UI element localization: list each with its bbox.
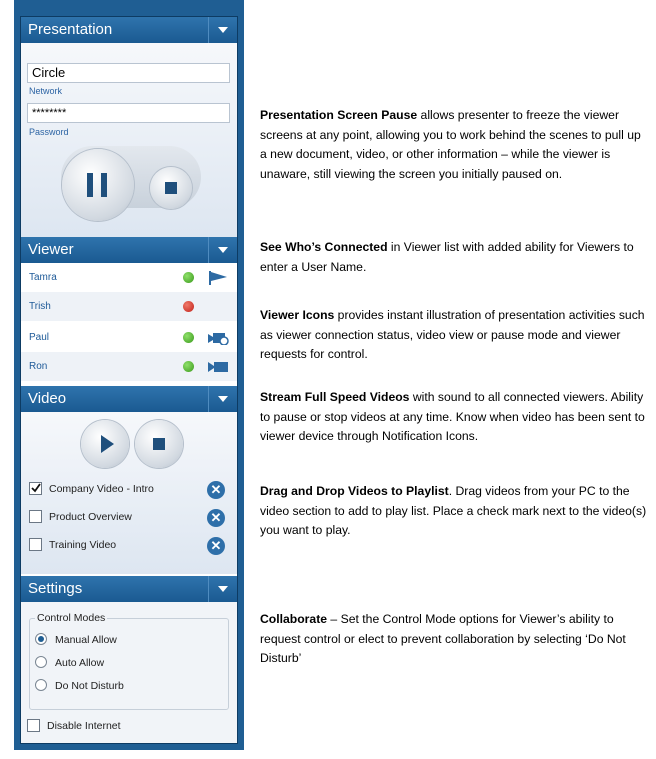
disable-internet-label: Disable Internet [47,720,121,732]
video-item-label: Product Overview [49,511,132,523]
video-item-label: Company Video - Intro [49,483,154,495]
disable-internet-checkbox[interactable] [27,717,121,735]
description-title: Collaborate [260,612,328,626]
checkbox[interactable] [27,719,40,732]
description-title: Viewer Icons [260,308,335,322]
description-title: See Who’s Connected [260,240,388,254]
presentation-section [21,43,237,237]
description-who-connected [260,238,650,277]
checkbox[interactable] [29,482,42,495]
status-green-icon [183,272,194,283]
viewer-row-paul[interactable] [21,323,237,352]
panel-inner [20,16,238,744]
pause-button[interactable] [62,149,134,221]
viewer-row-trish[interactable] [21,292,237,321]
video-section [21,412,237,574]
description-drag-drop [260,482,650,541]
stop-icon [153,438,165,450]
video-camera-paused-icon[interactable] [208,331,230,345]
flag-icon[interactable] [208,271,228,285]
video-item-company[interactable] [29,480,154,498]
network-field[interactable]: Circle [27,63,230,83]
radio-manual-allow[interactable] [35,632,117,648]
viewer-row-ron[interactable] [21,352,237,381]
video-header[interactable] [21,386,237,412]
app-panel [14,0,244,750]
pause-icon [87,173,93,197]
viewer-list [21,263,237,386]
close-icon: ✕ [210,510,222,525]
chevron-down-icon[interactable] [208,237,237,263]
settings-section [21,602,237,743]
radio-do-not-disturb[interactable] [35,678,124,694]
play-button[interactable] [81,420,129,468]
viewer-row-tamra[interactable] [21,263,237,292]
description-body: with sound to all connected viewers. Ability to pause or stop videos at any time. Know when video has been sent to viewer device through Notification Icons. [260,390,645,443]
remove-video-button[interactable] [207,509,225,527]
remove-video-button[interactable] [207,481,225,499]
description-body: . Drag videos from your PC to the video section to add to play list. Place a check mark next to the video(s) you want to play. [260,484,647,537]
radio-label: Do Not Disturb [55,680,124,692]
close-icon: ✕ [210,482,222,497]
presentation-title: Presentation [28,21,113,38]
video-title: Video [28,390,67,407]
presentation-header[interactable] [21,17,237,43]
description-title: Presentation Screen Pause [260,108,418,122]
check-icon [30,483,41,494]
viewer-title: Viewer [28,241,74,258]
video-stop-button[interactable] [135,420,183,468]
radio-label: Manual Allow [55,634,117,646]
control-modes-group [29,612,229,710]
play-icon [81,420,129,468]
chevron-down-icon[interactable] [208,386,237,412]
status-red-icon [183,301,194,312]
video-item-training[interactable] [29,536,116,554]
close-icon: ✕ [210,538,222,553]
description-title: Stream Full Speed Videos [260,390,410,404]
description-body: allows presenter to freeze the viewer screens at any point, allowing you to work behind the scenes to pull up a new document, video, or other information – while the viewer is unaware, still viewing the screen you initially paused on. [260,108,641,181]
viewer-header[interactable] [21,237,237,263]
stop-button[interactable] [150,167,192,209]
password-label: Password [29,127,69,137]
control-modes-title: Control Modes [37,612,106,624]
status-green-icon [183,361,194,372]
password-field[interactable]: ******** [27,103,230,123]
description-screen-pause [260,106,650,184]
viewer-name: Paul [29,332,50,343]
network-label: Network [29,86,63,96]
video-camera-icon[interactable] [208,360,230,374]
radio-auto-allow[interactable] [35,655,104,671]
chevron-down-icon[interactable] [208,576,237,602]
status-green-icon [183,332,194,343]
description-viewer-icons [260,306,650,365]
radio-selected-icon [35,633,47,645]
chevron-down-icon[interactable] [208,17,237,43]
description-collaborate [260,610,650,669]
checkbox[interactable] [29,510,42,523]
radio-label: Auto Allow [55,657,105,669]
description-title: Drag and Drop Videos to Playlist [260,484,449,498]
radio-icon [35,679,47,691]
description-body: provides instant illustration of presentation activities such as viewer connection status, video view or pause mode and viewer requests for control. [260,308,645,361]
video-item-label: Training Video [49,539,117,551]
pause-icon-bar [101,173,107,197]
description-stream-videos [260,388,650,447]
description-body: in Viewer list with added ability for Viewers to enter a User Name. [260,240,634,274]
settings-title: Settings [28,580,83,597]
checkbox[interactable] [29,538,42,551]
viewer-name: Ron [29,361,48,372]
video-item-product[interactable] [29,508,132,526]
radio-icon [35,656,47,668]
remove-video-button[interactable] [207,537,225,555]
stop-icon [165,182,177,194]
description-body: – Set the Control Mode options for Viewer’s ability to request control or elect to prevent collaboration by selecting ‘Do Not Disturb’ [260,612,626,665]
viewer-name: Tamra [29,272,57,283]
viewer-name: Trish [29,301,51,312]
settings-header[interactable] [21,576,237,602]
